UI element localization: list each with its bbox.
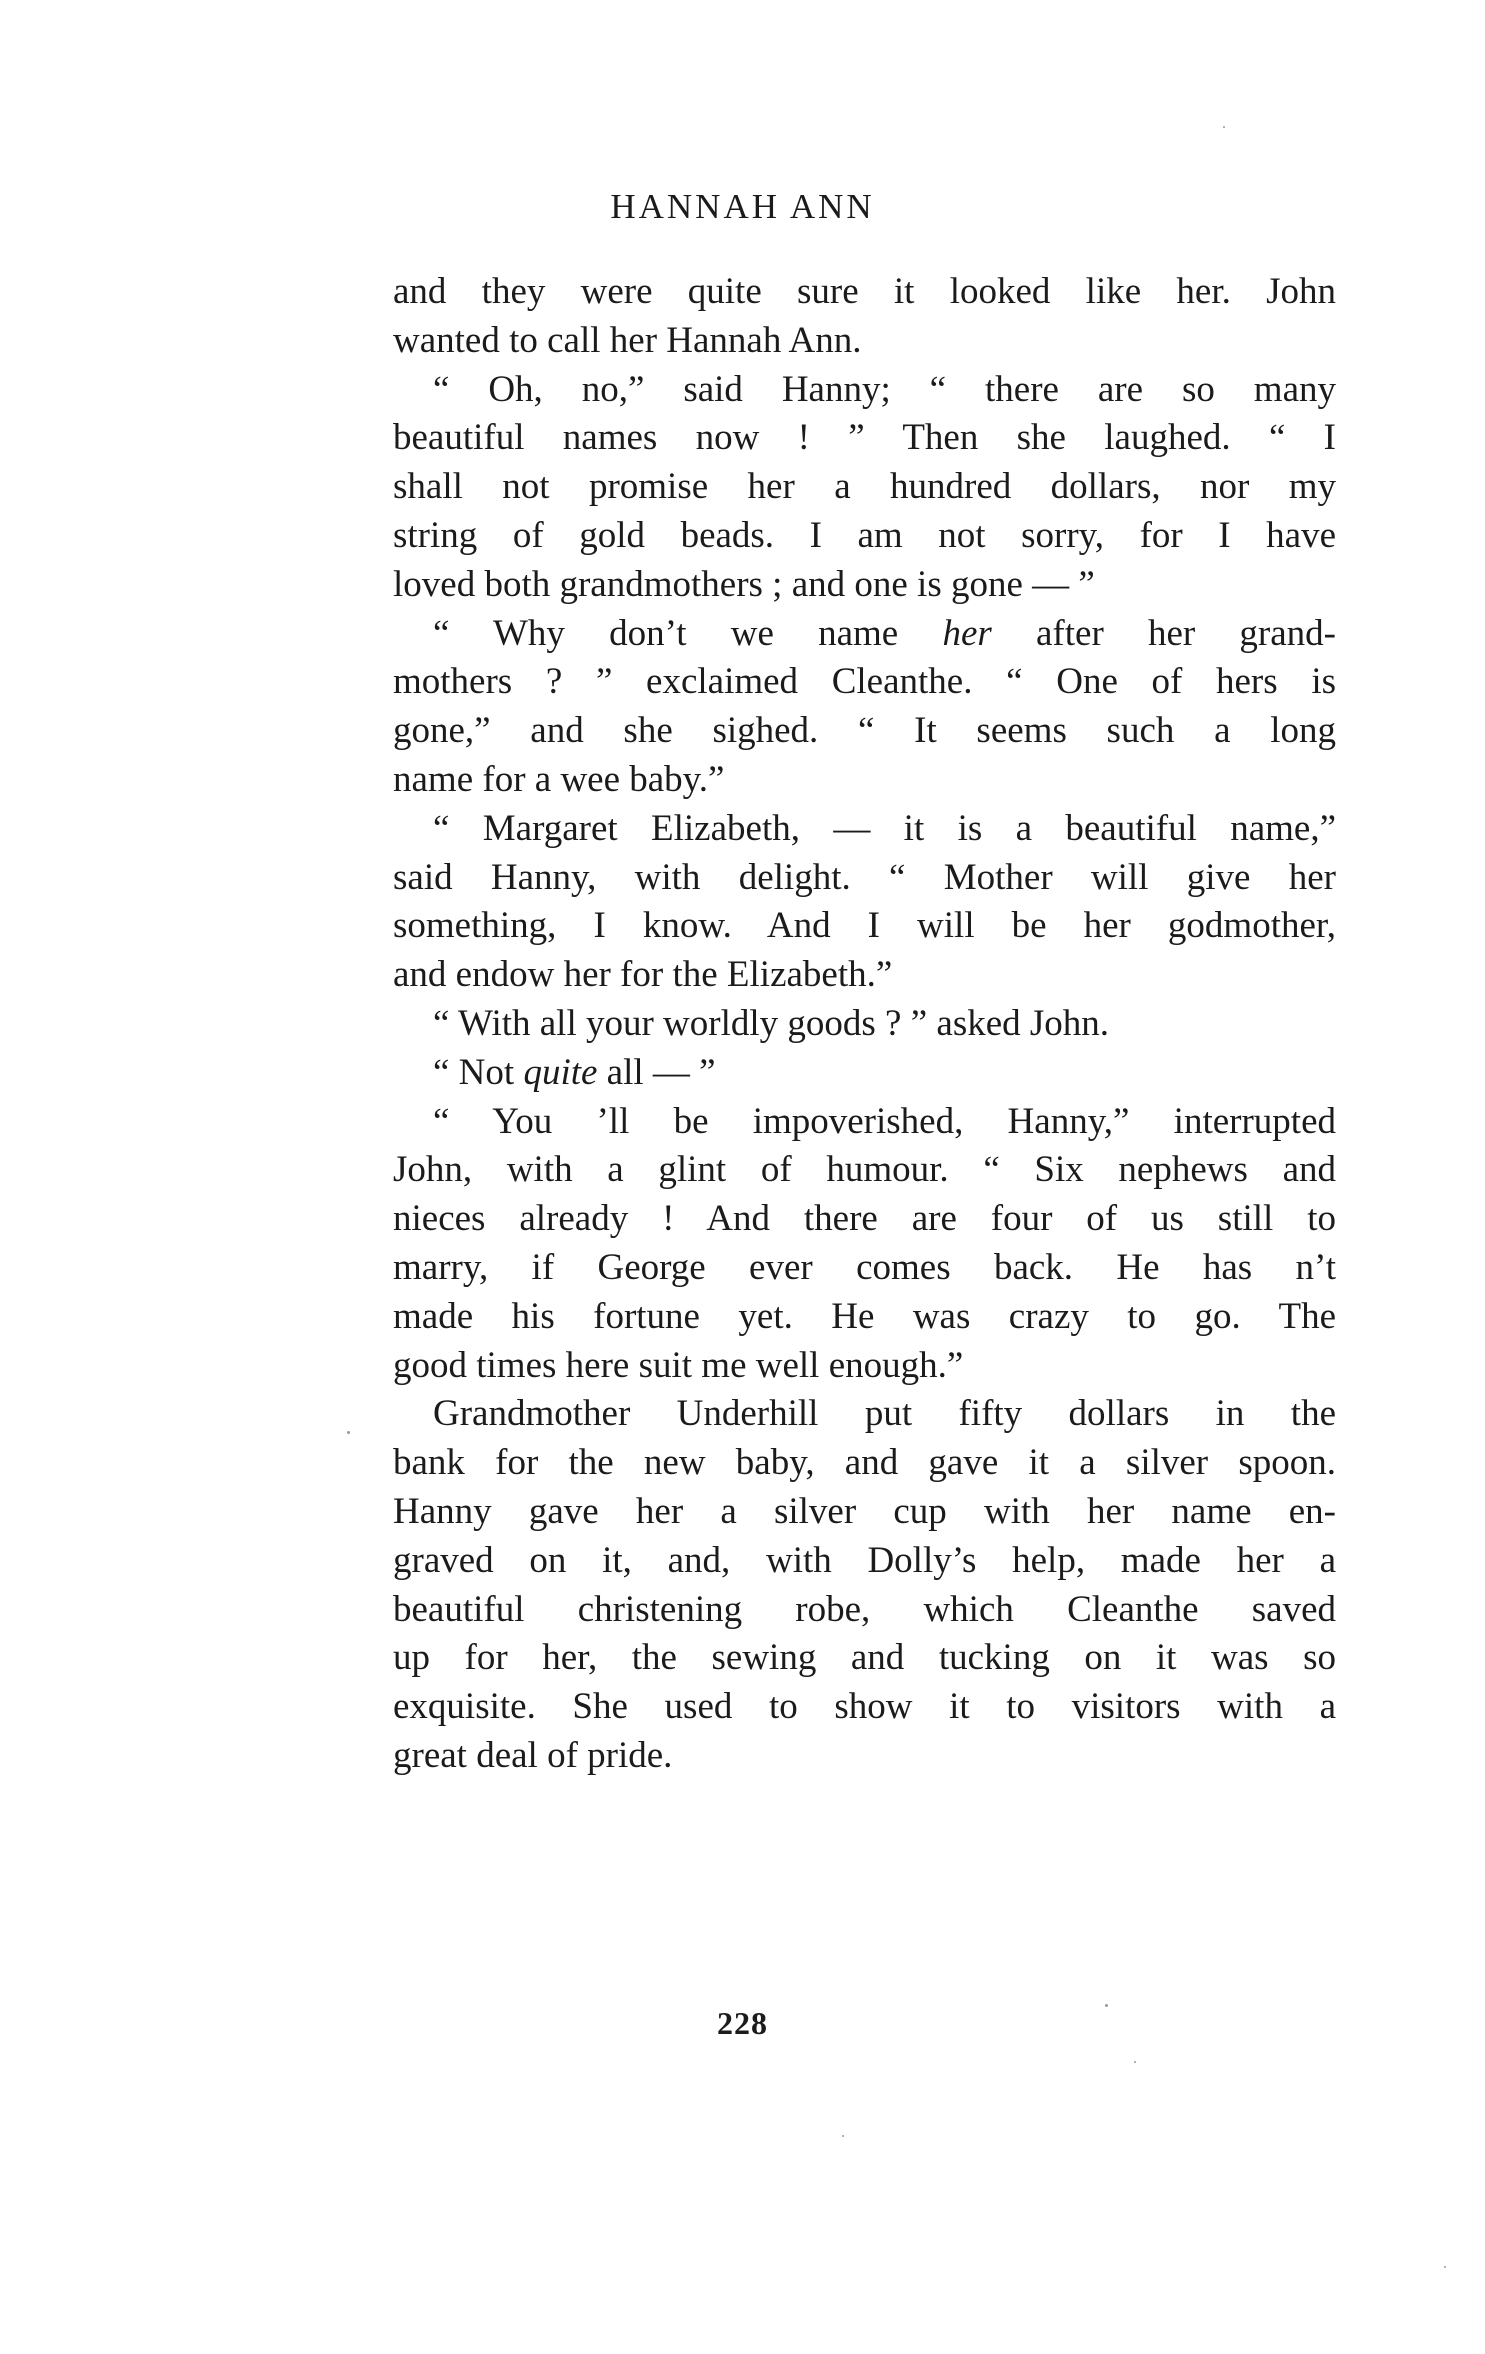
text-line: something, I know. And I will be her godmother, (393, 905, 1336, 947)
text-line: “ Why don’t we name her after her grand- (433, 612, 1336, 654)
text-line: said Hanny, with delight. “ Mother will give her (393, 856, 1336, 898)
paper-speck (1105, 2004, 1108, 2007)
text-line: nieces already ! And there are four of us still to (393, 1198, 1336, 1240)
text-line: “ You ’ll be impoverished, Hanny,” interrupted (433, 1100, 1336, 1142)
text-line: made his fortune yet. He was crazy to go. The (393, 1295, 1336, 1337)
body-text (393, 268, 1336, 1781)
text-line: “ Not quite all — ” (433, 1051, 716, 1093)
paper-speck (1223, 126, 1225, 128)
text-line: great deal of pride. (393, 1734, 673, 1776)
text-line: string of gold beads. I am not sorry, for I have (393, 514, 1336, 556)
running-head: HANNAH ANN (610, 187, 875, 226)
paper-speck (842, 2135, 844, 2137)
text-line: loved both grandmothers ; and one is gone — ” (393, 563, 1095, 605)
text-line: Hanny gave her a silver cup with her name en- (393, 1490, 1336, 1532)
text-line: gone,” and she sighed. “ It seems such a long (393, 710, 1336, 752)
paper-speck (1134, 2061, 1136, 2063)
text-line: “ Oh, no,” said Hanny; “ there are so many (433, 368, 1336, 410)
text-line: and endow her for the Elizabeth.” (393, 954, 893, 996)
text-line: mothers ? ” exclaimed Cleanthe. “ One of hers is (393, 661, 1336, 703)
text-line: up for her, the sewing and tucking on it was so (393, 1637, 1336, 1679)
text-line: “ Margaret Elizabeth, — it is a beautiful name,” (433, 807, 1336, 849)
text-line: bank for the new baby, and gave it a silver spoon. (393, 1442, 1336, 1484)
text-line: good times here suit me well enough.” (393, 1344, 964, 1386)
text-line: graved on it, and, with Dolly’s help, made her a (393, 1539, 1336, 1581)
text-line: wanted to call her Hannah Ann. (393, 319, 862, 361)
paper-speck (1444, 2266, 1446, 2268)
text-line: shall not promise her a hundred dollars, nor my (393, 466, 1336, 508)
page-number: 228 (717, 2005, 768, 2041)
text-line: beautiful christening robe, which Cleanthe saved (393, 1588, 1336, 1630)
text-line: beautiful names now ! ” Then she laughed. “ I (393, 417, 1336, 459)
text-line: Grandmother Underhill put fifty dollars in the (433, 1393, 1336, 1435)
text-line: John, with a glint of humour. “ Six nephews and (393, 1149, 1336, 1191)
paper-speck (347, 1431, 350, 1434)
text-line: marry, if George ever comes back. He has n’t (393, 1246, 1336, 1288)
text-line: “ With all your worldly goods ? ” asked John. (433, 1002, 1110, 1044)
text-line: name for a wee baby.” (393, 758, 725, 800)
text-line: and they were quite sure it looked like her. John (393, 271, 1336, 312)
text-line: exquisite. She used to show it to visitors with a (393, 1686, 1336, 1728)
